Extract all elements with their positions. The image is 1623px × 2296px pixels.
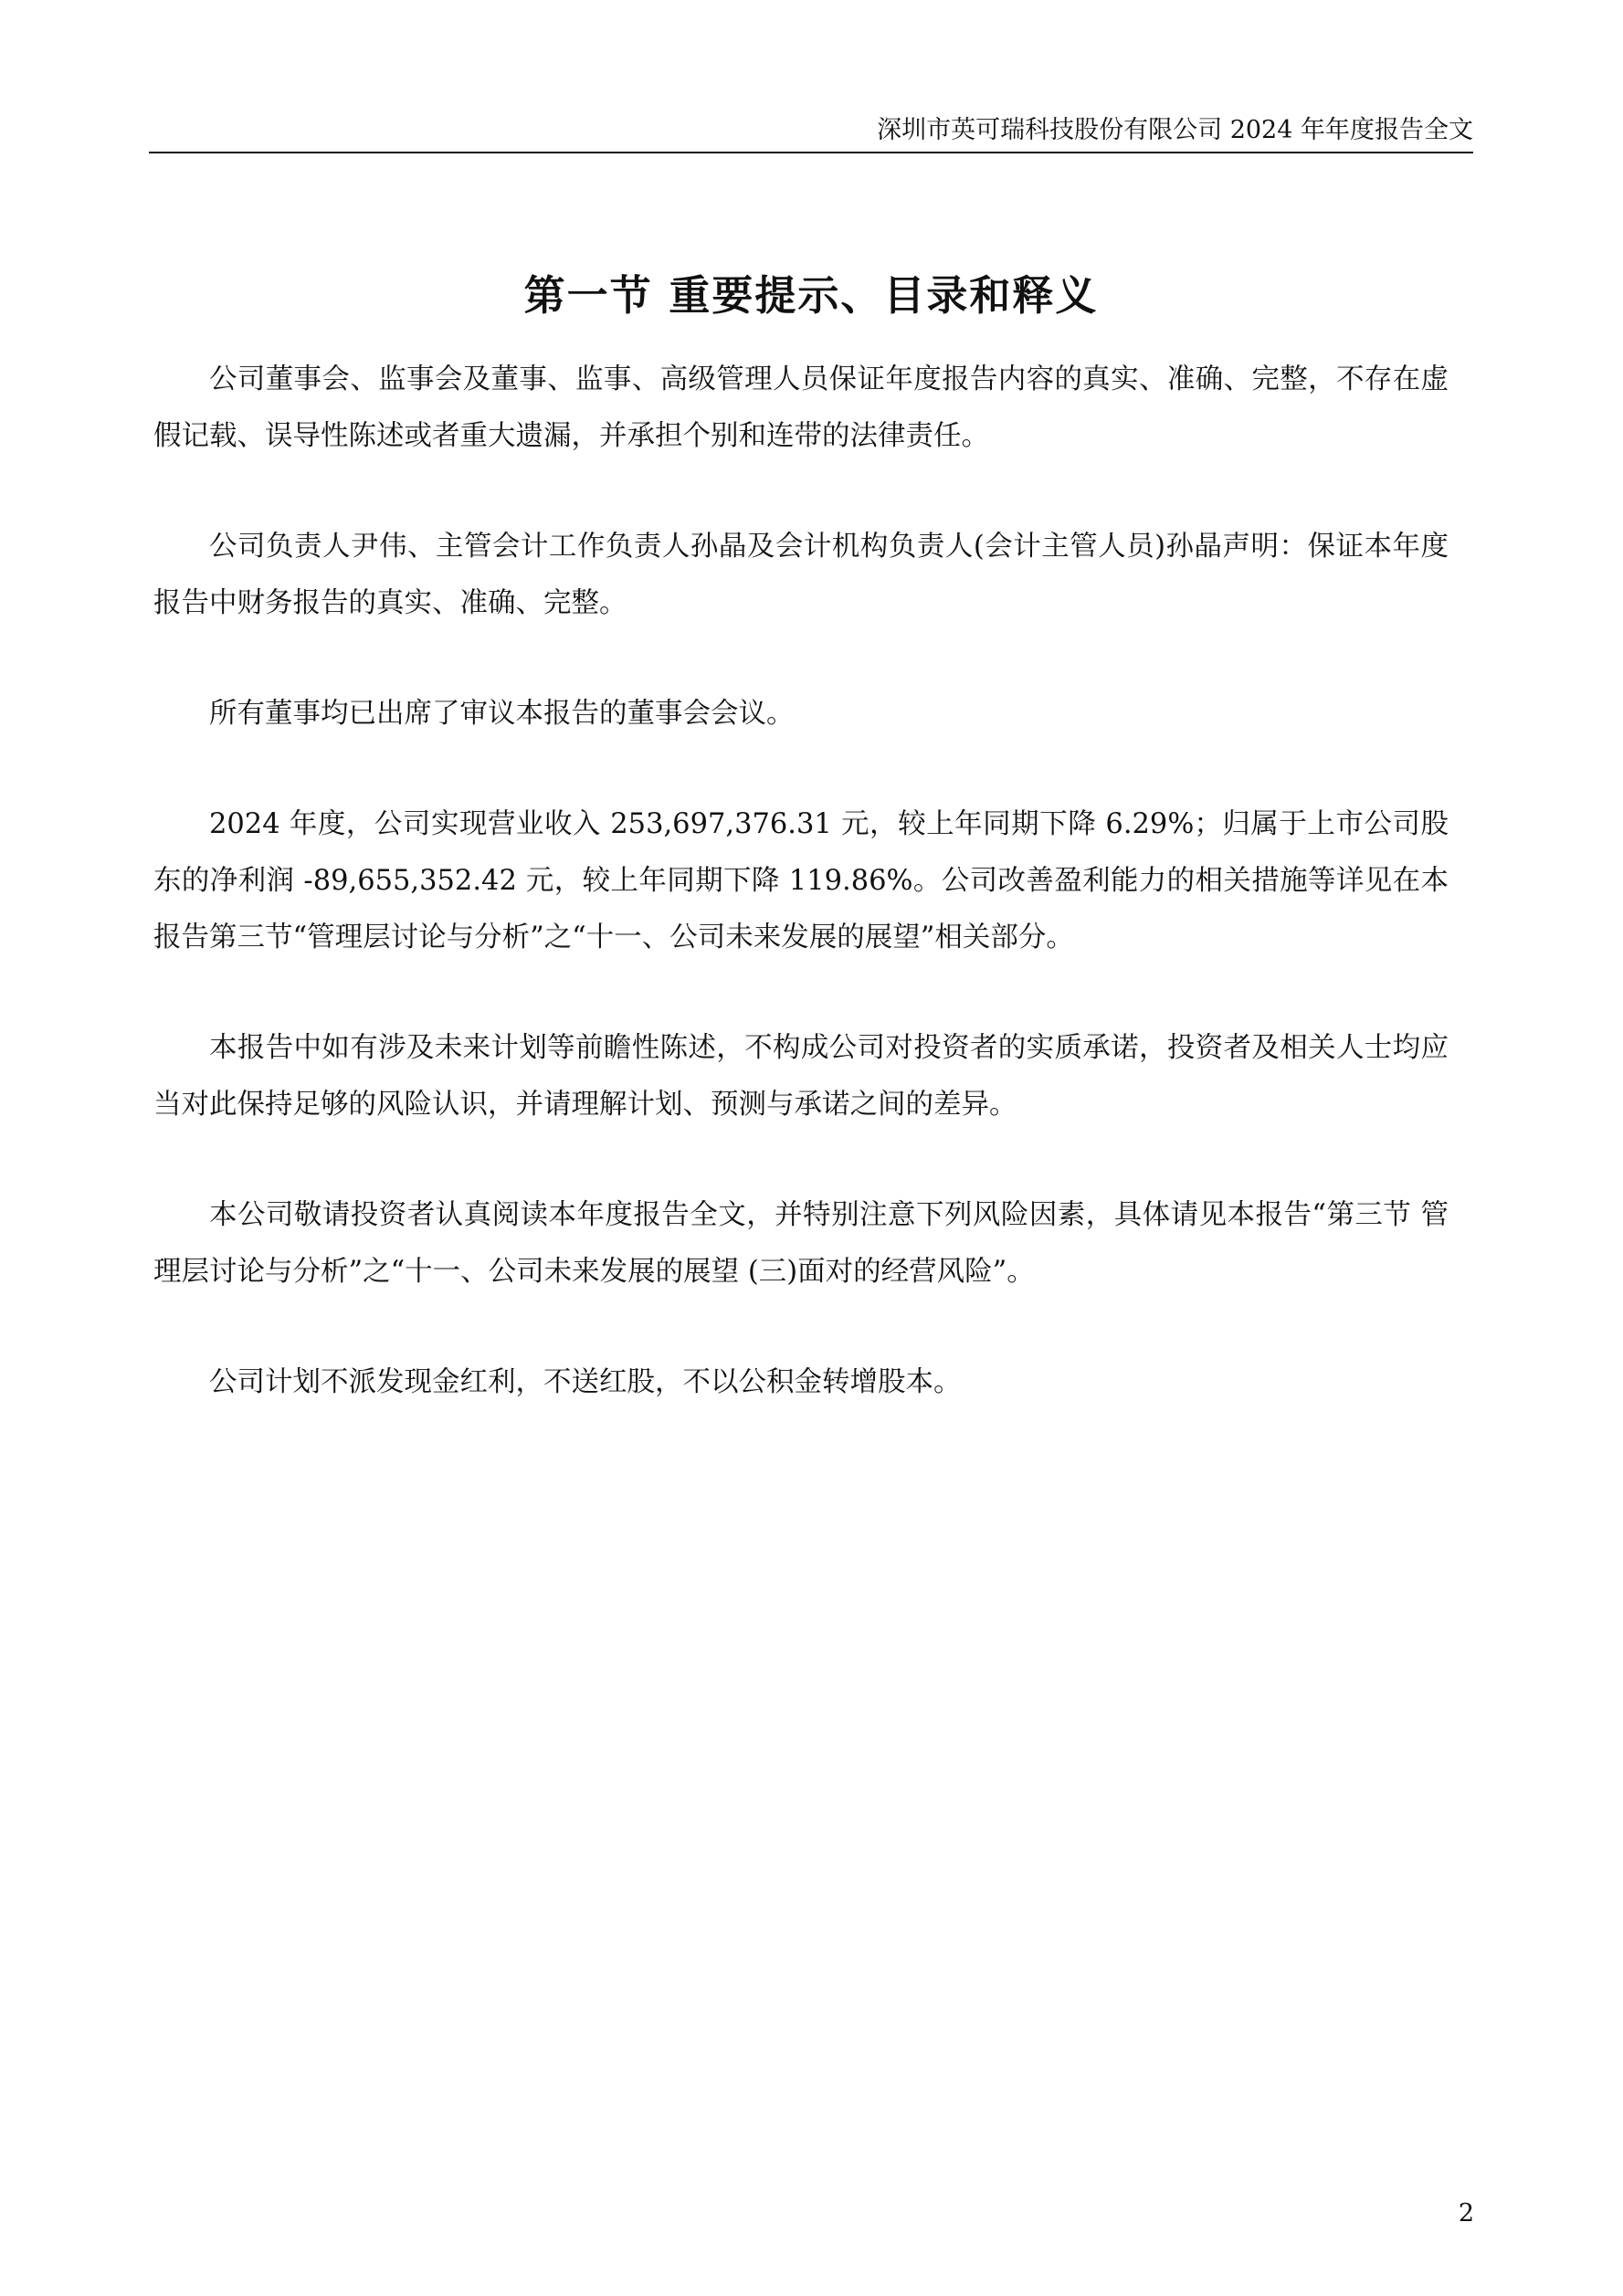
running-header: 深圳市英可瑞科技股份有限公司 2024 年年度报告全文 <box>877 116 1473 144</box>
paragraph-financial-results: 2024 年度，公司实现营业收入 253,697,376.31 元，较上年同期下降 6.29%；归属于上市公司股东的净利润 -89,655,352.42 元，较上年同期下降 119.86%。公司改善盈利能力的相关措施等详见在本报告第三节“管理层讨论与分析”之“十一、公司未来发展的展望”相关部分。 <box>153 808 1449 953</box>
paragraph-responsible-persons: 公司负责人尹伟、主管会计工作负责人孙晶及会计机构负责人(会计主管人员)孙晶声明：保证本年度报告中财务报告的真实、准确、完整。 <box>153 531 1449 619</box>
page-number: 2 <box>1458 2199 1474 2228</box>
section-title: 第一节 重要提示、目录和释义 <box>523 271 1099 321</box>
body-text <box>153 352 1449 1465</box>
paragraph-dividend-plan: 公司计划不派发现金红利，不送红股，不以公积金转增股本。 <box>209 1366 962 1398</box>
paragraph-board-guarantee: 公司董事会、监事会及董事、监事、高级管理人员保证年度报告内容的真实、准确、完整，不存在虚假记载、误导性陈述或者重大遗漏，并承担个别和连带的法律责任。 <box>153 363 1449 452</box>
header-divider <box>149 152 1473 153</box>
paragraph-directors-attendance: 所有董事均已出席了审议本报告的董事会会议。 <box>209 698 795 730</box>
paragraph-forward-looking: 本报告中如有涉及未来计划等前瞻性陈述，不构成公司对投资者的实质承诺，投资者及相关人士均应当对此保持足够的风险认识，并请理解计划、预测与承诺之间的差异。 <box>153 1032 1449 1121</box>
paragraph-risk-factors: 本公司敬请投资者认真阅读本年度报告全文，并特别注意下列风险因素，具体请见本报告“第三节 管理层讨论与分析”之“十一、公司未来发展的展望 (三)面对的经营风险”。 <box>153 1199 1449 1288</box>
